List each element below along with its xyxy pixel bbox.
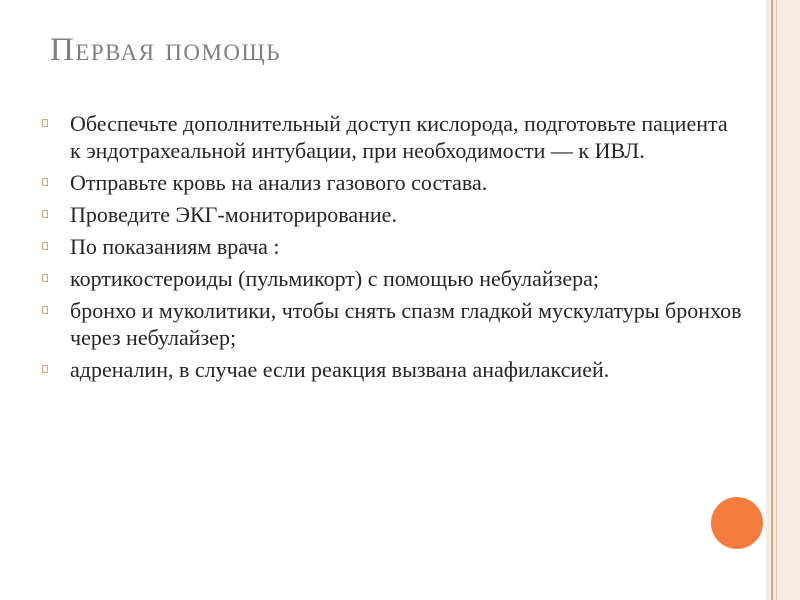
bullet-text: По показаниям врача : xyxy=(70,234,280,259)
right-decorative-line xyxy=(771,0,773,600)
orange-circle-icon xyxy=(711,497,763,549)
bullet-item xyxy=(42,356,742,383)
bullet-text: кортикостероиды (пульмикорт) с помощью небулайзера; xyxy=(70,266,599,291)
bullet-item xyxy=(42,169,742,196)
bullet-item xyxy=(42,110,742,164)
square-bullet-icon xyxy=(42,274,48,282)
square-bullet-icon xyxy=(42,178,48,186)
bullet-text: адреналин, в случае если реакция вызвана анафилаксией. xyxy=(70,357,610,382)
bullet-text: Проведите ЭКГ-мониторирование. xyxy=(70,202,397,227)
square-bullet-icon xyxy=(42,365,48,373)
square-bullet-icon xyxy=(42,119,48,127)
square-bullet-icon xyxy=(42,210,48,218)
bullet-text: Отправьте кровь на анализ газового состава. xyxy=(70,170,488,195)
square-bullet-icon xyxy=(42,306,48,314)
bullet-list xyxy=(42,110,742,388)
bullet-text: бронхо и муколитики, чтобы снять спазм гладкой мускулатуры бронхов через небулайзер; xyxy=(70,298,742,350)
bullet-text: Обеспечьте дополнительный доступ кислорода, подготовьте пациента к эндотрахеальной интубации, при необходимости — к ИВЛ. xyxy=(70,111,728,163)
bullet-item xyxy=(42,297,742,351)
bullet-item xyxy=(42,265,742,292)
bullet-item xyxy=(42,233,742,260)
square-bullet-icon xyxy=(42,242,48,250)
right-decorative-line-thin xyxy=(776,0,777,600)
slide-title: Первая помощь xyxy=(50,32,281,68)
bullet-item xyxy=(42,201,742,228)
